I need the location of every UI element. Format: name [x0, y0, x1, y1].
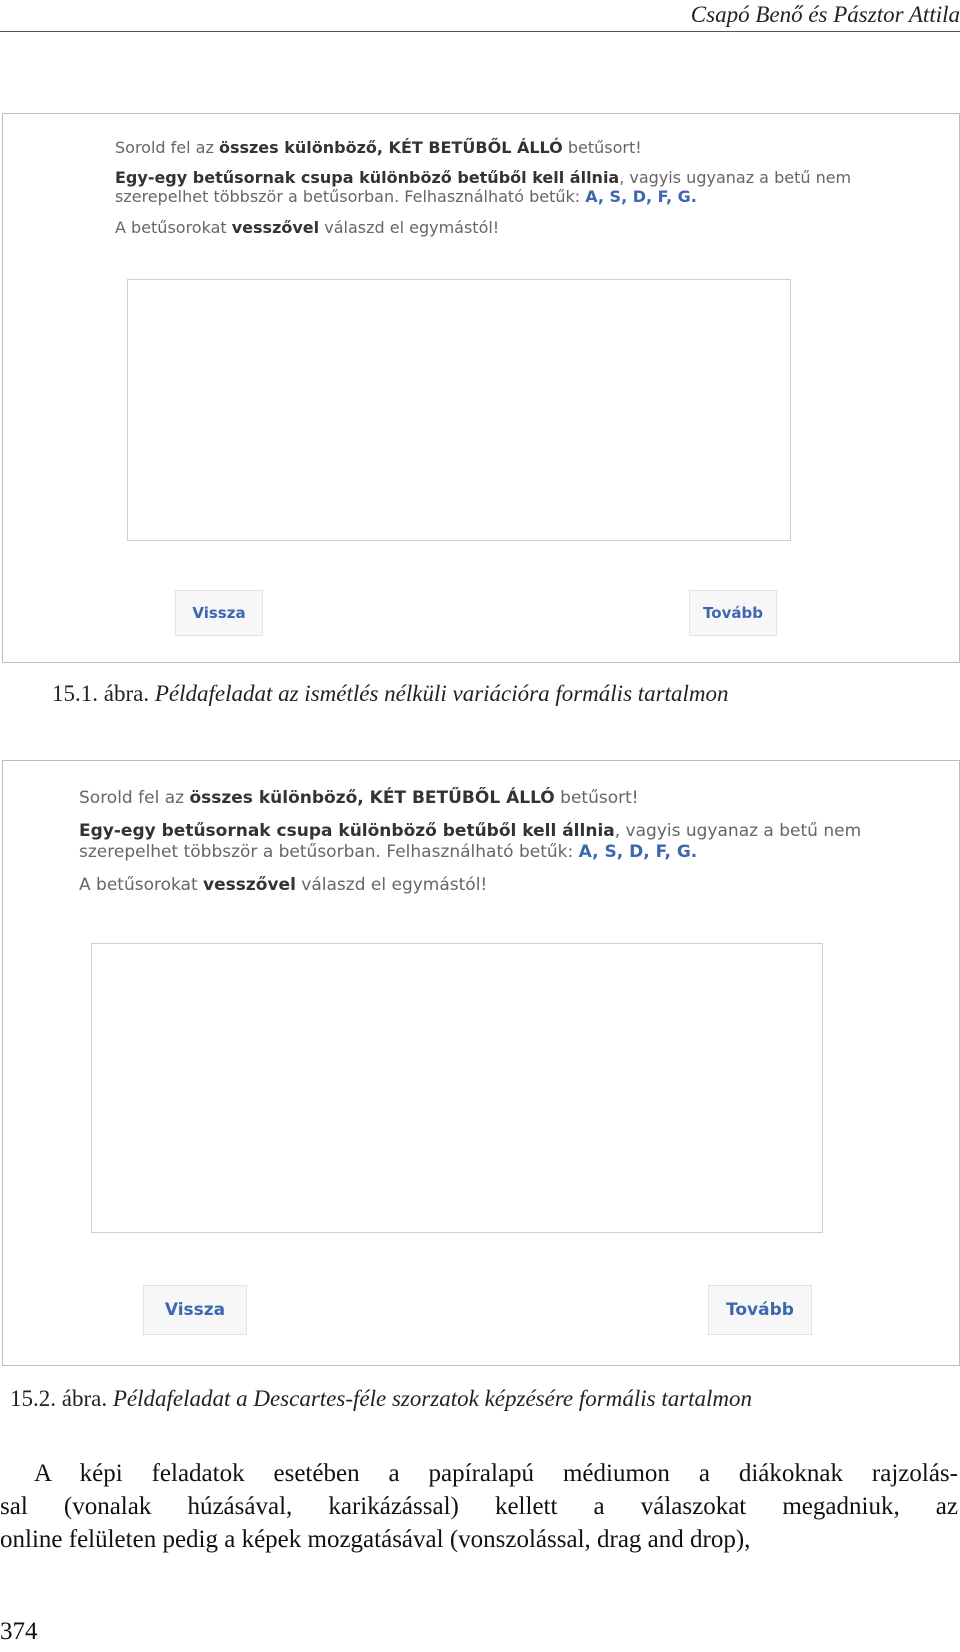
paragraph-line: online felületen pedig a képek mozgatásával (vonszolással, drag and drop), — [0, 1526, 751, 1553]
allowed-letters: A, S, D, F, G. — [578, 841, 698, 862]
figure-2-caption: 15.2. ábra. Példafeladat a Descartes-féle szorzatok képzésére formális tartalmon — [10, 1386, 753, 1411]
header-rule — [0, 31, 960, 32]
task-line-4: A betűsorokat vesszővel válaszd el egymástól! — [115, 217, 500, 237]
figure-1-screenshot — [2, 113, 960, 663]
answer-textarea[interactable] — [91, 943, 823, 1233]
body-paragraph — [0, 1457, 958, 1556]
back-button[interactable]: Vissza — [175, 590, 263, 636]
next-button[interactable]: Tovább — [689, 590, 777, 636]
task-instructions — [79, 788, 861, 896]
task-emphasis: vesszővel — [231, 217, 320, 237]
task-line-1: Sorold fel az összes különböző, KÉT BETŰBŐL ÁLLÓ betűsort! — [115, 138, 642, 157]
task-emphasis: vesszővel — [203, 875, 296, 896]
running-head: Csapó Benő és Pásztor Attila — [690, 2, 960, 27]
task-line-1: Sorold fel az összes különböző, KÉT BETŰBŐL ÁLLÓ betűsort! — [79, 788, 639, 808]
task-line-2: Egy-egy betűsornak csupa különböző betűből kell állnia, vagyis ugyanaz a betű nem — [79, 821, 862, 842]
next-button[interactable]: Tovább — [708, 1285, 812, 1335]
page-number: 374 — [0, 1618, 38, 1645]
task-emphasis: összes különböző, KÉT BETŰBŐL ÁLLÓ — [189, 788, 555, 808]
task-emphasis: Egy-egy betűsornak csupa különböző betűből kell állnia — [115, 168, 620, 188]
task-instructions — [115, 138, 851, 237]
back-button[interactable]: Vissza — [143, 1285, 247, 1335]
figure-2-screenshot — [2, 760, 960, 1366]
paragraph-line: A képi feladatok esetében a papíralapú médiumon a diákoknak rajzolás- — [34, 1460, 958, 1487]
task-line-4: A betűsorokat vesszővel válaszd el egymástól! — [79, 875, 488, 896]
task-emphasis: Egy-egy betűsornak csupa különböző betűből kell állnia — [79, 821, 615, 842]
answer-textarea[interactable] — [127, 279, 791, 541]
task-emphasis: összes különböző, KÉT BETŰBŐL ÁLLÓ — [218, 138, 563, 157]
task-line-3: szerepelhet többször a betűsorban. Felhasználható betűk: A, S, D, F, G. — [79, 841, 698, 862]
paragraph-line: sal (vonalak húzásával, karikázással) kellett a válaszokat megadniuk, az — [0, 1493, 958, 1520]
figure-1-caption: 15.1. ábra. Példafeladat az ismétlés nélküli variációra formális tartalmon — [52, 681, 729, 706]
task-line-3: szerepelhet többször a betűsorban. Felhasználható betűk: A, S, D, F, G. — [115, 187, 697, 207]
allowed-letters: A, S, D, F, G. — [585, 187, 697, 207]
task-line-2: Egy-egy betűsornak csupa különböző betűből kell állnia, vagyis ugyanaz a betű nem — [115, 168, 852, 188]
